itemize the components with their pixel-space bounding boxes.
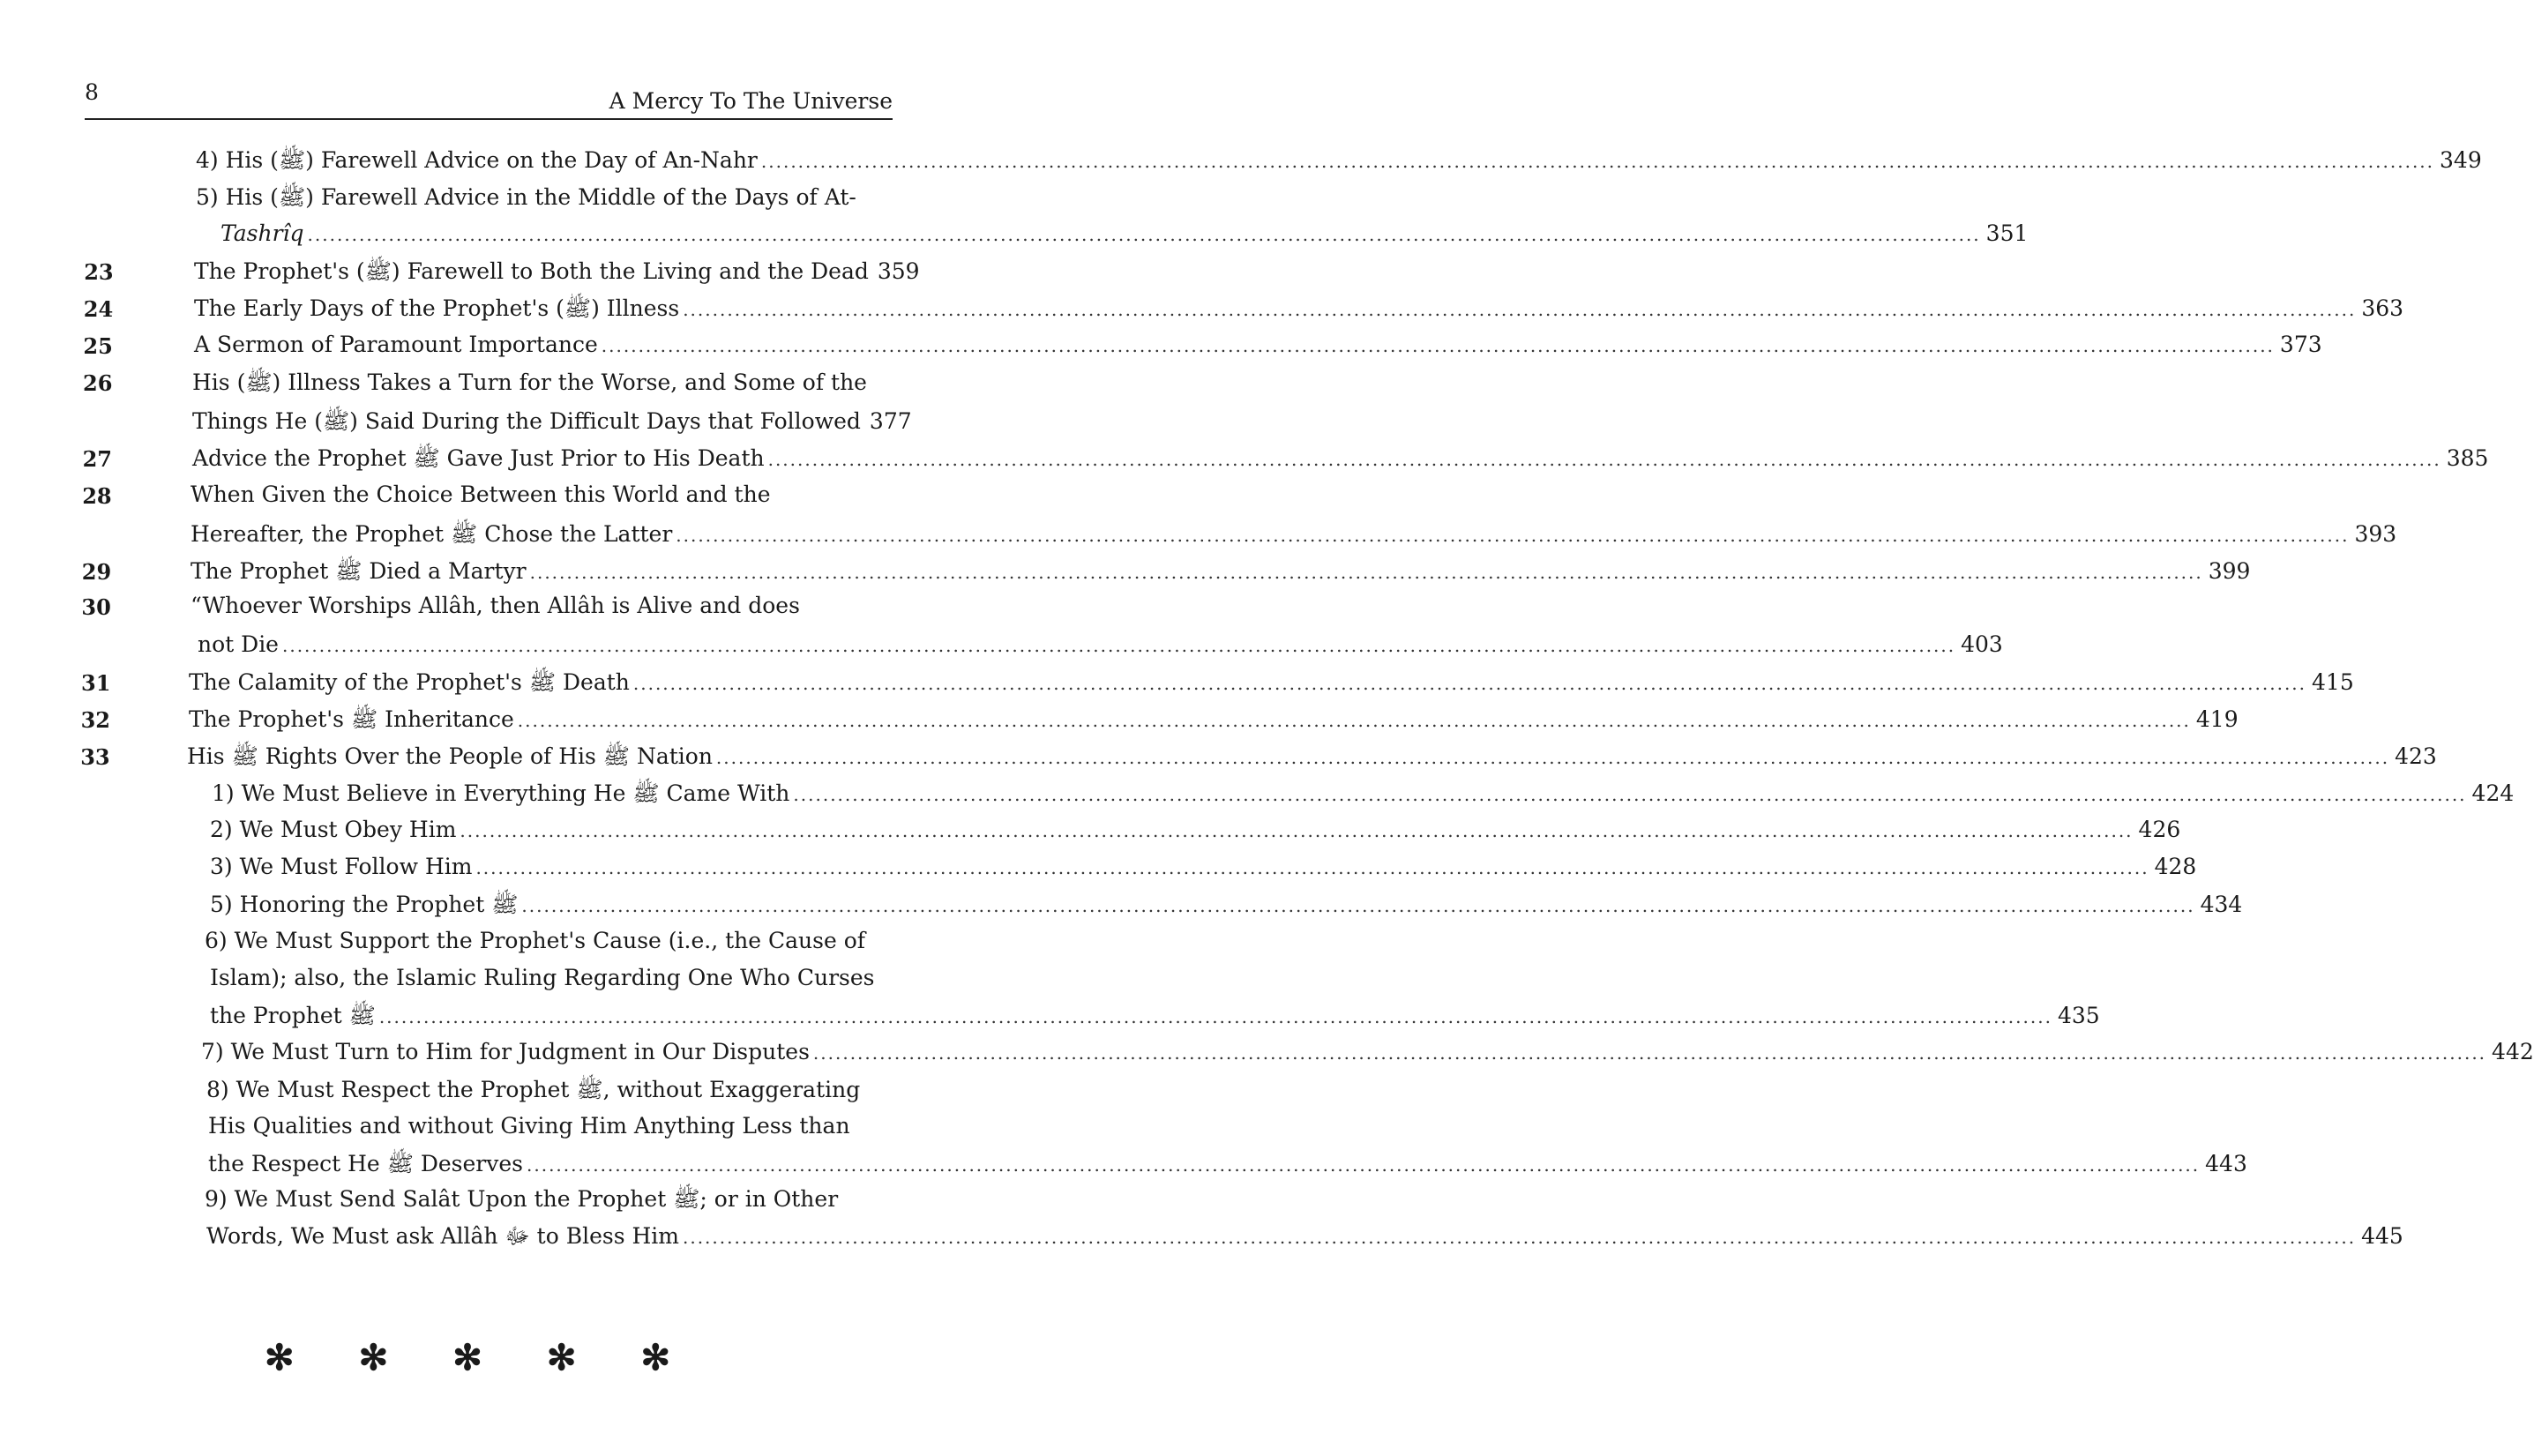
toc-entry-line[interactable] xyxy=(208,1150,2247,1183)
toc-page-number: 443 xyxy=(2205,1151,2247,1176)
chapter-number: 23 xyxy=(84,259,114,285)
toc-page-number: 445 xyxy=(2361,1223,2403,1249)
toc-entry-line[interactable] xyxy=(192,407,912,440)
toc-entry-title: 6) We Must Support the Prophet's Cause (i.e., the Cause of xyxy=(205,928,865,953)
chapter-number: 30 xyxy=(81,594,111,620)
toc-entry-line[interactable] xyxy=(194,258,920,290)
toc-page-number: 399 xyxy=(2208,558,2251,584)
toc-entry-title: A Sermon of Paramount Importance xyxy=(194,332,598,357)
toc-entry-line[interactable] xyxy=(210,817,2181,842)
toc-page-number: 415 xyxy=(2312,669,2354,695)
toc-page-number: 426 xyxy=(2138,817,2181,842)
toc-entry-title: His Qualities and without Giving Him Anything Less than xyxy=(208,1113,850,1139)
toc-page-number: 377 xyxy=(869,408,912,434)
chapter-number: 26 xyxy=(83,370,113,396)
toc-entry-title: 7) We Must Turn to Him for Judgment in Our Disputes xyxy=(201,1039,810,1064)
toc-entry-line[interactable] xyxy=(201,1039,2534,1064)
chapter-number: 31 xyxy=(81,670,111,696)
dot-leader xyxy=(527,1154,2200,1176)
dot-leader xyxy=(761,151,2434,172)
toc-entry-line-wrap xyxy=(206,1076,887,1109)
toc-entry-title: The Prophet ﷺ Died a Martyr xyxy=(191,558,527,584)
dot-leader xyxy=(602,335,2275,356)
toc-entry-line[interactable] xyxy=(187,743,2437,775)
toc-entry-title: not Die xyxy=(198,631,279,657)
chapter-number: 24 xyxy=(83,296,114,322)
dot-leader xyxy=(282,635,1955,656)
toc-entry-title: 4) His (ﷺ) Farewell Advice on the Day of An-Nahr xyxy=(196,147,758,173)
dot-leader xyxy=(676,525,2349,546)
dot-leader xyxy=(379,1006,2052,1027)
page-number: 8 xyxy=(85,79,99,105)
toc-entry-title: His ﷺ Rights Over the People of His ﷺ Nation xyxy=(187,743,713,769)
dot-leader xyxy=(813,1042,2486,1064)
toc-entry-title: Words, We Must ask Allâh ﷻ to Bless Him xyxy=(206,1223,679,1249)
toc-page-number: 419 xyxy=(2195,706,2239,732)
toc-entry-line-wrap xyxy=(191,482,887,507)
toc-page-number: 434 xyxy=(2200,892,2243,917)
toc-entry-line[interactable] xyxy=(198,631,2003,657)
toc-entry-line[interactable] xyxy=(189,668,2354,701)
toc-entry-line-wrap xyxy=(196,183,887,216)
asterisk-ornament: ✻ xyxy=(452,1337,482,1378)
dot-leader xyxy=(308,224,1981,245)
book-title: A Mercy To The Universe xyxy=(609,88,893,114)
toc-entry-title: The Prophet's (ﷺ) Farewell to Both the Living and the Dead xyxy=(194,258,869,284)
toc-entry-line-wrap xyxy=(205,928,887,953)
asterisk-ornament: ✻ xyxy=(265,1337,295,1378)
toc-entry-line[interactable] xyxy=(194,295,2404,327)
dot-leader xyxy=(793,784,2466,805)
toc-entry-title: 2) We Must Obey Him xyxy=(210,817,457,842)
toc-entry-line[interactable] xyxy=(192,444,2489,477)
asterisk-ornament: ✻ xyxy=(546,1337,577,1378)
toc-page-number: 424 xyxy=(2471,780,2515,806)
dot-leader xyxy=(633,673,2306,694)
toc-page-number: 351 xyxy=(1985,220,2029,246)
dot-leader xyxy=(518,710,2191,731)
asterisk-ornament: ✻ xyxy=(640,1337,670,1378)
toc-entry-title: the Respect He ﷺ Deserves xyxy=(208,1151,523,1176)
toc-entry-title: 5) His (ﷺ) Farewell Advice in the Middle of the Days of At- xyxy=(196,184,856,210)
toc-page-number: 359 xyxy=(877,258,920,284)
chapter-number: 32 xyxy=(80,707,110,733)
toc-entry-line[interactable] xyxy=(191,557,2251,590)
toc-entry-title: When Given the Choice Between this World and the xyxy=(191,482,771,507)
toc-entry-title: The Calamity of the Prophet's ﷺ Death xyxy=(189,669,630,695)
toc-entry-title: 1) We Must Believe in Everything He ﷺ Came With xyxy=(212,780,790,806)
toc-page-number: 423 xyxy=(2395,743,2437,769)
toc-entry-title: Advice the Prophet ﷺ Gave Just Prior to His Death xyxy=(192,445,765,471)
ornament-divider xyxy=(265,1337,670,1378)
chapter-number: 27 xyxy=(82,446,112,472)
toc-entry-title: “Whoever Worships Allâh, then Allâh is Alive and does xyxy=(191,593,800,618)
dot-leader xyxy=(716,747,2389,768)
toc-entry-line[interactable] xyxy=(191,520,2397,553)
toc-entry-title: The Prophet's ﷺ Inheritance xyxy=(189,706,514,732)
asterisk-ornament: ✻ xyxy=(358,1337,389,1378)
toc-entry-title: Tashrîq xyxy=(221,220,304,246)
dot-leader xyxy=(530,562,2203,583)
toc-entry-line[interactable] xyxy=(194,332,2322,357)
toc-entry-line[interactable] xyxy=(196,146,2482,179)
toc-page-number: 373 xyxy=(2279,332,2322,357)
toc-entry-line-wrap xyxy=(192,369,887,401)
toc-entry-title: Hereafter, the Prophet ﷺ Chose the Latter xyxy=(191,521,673,547)
toc-entry-line[interactable] xyxy=(212,780,2515,812)
toc-entry-title: 9) We Must Send Salât Upon the Prophet ﷺ; or in Other xyxy=(205,1186,839,1212)
chapter-number: 33 xyxy=(80,744,110,770)
toc-page-number: 385 xyxy=(2446,445,2489,471)
toc-page-number: 435 xyxy=(2057,1003,2100,1028)
dot-leader xyxy=(768,449,2441,470)
toc-entry-line-wrap xyxy=(208,1113,887,1139)
toc-entry-line[interactable] xyxy=(221,220,2029,246)
chapter-number: 25 xyxy=(83,333,113,359)
toc-entry-title: 8) We Must Respect the Prophet ﷺ, without Exaggerating xyxy=(206,1077,861,1102)
toc-entry-line[interactable] xyxy=(206,1222,2403,1255)
toc-page-number: 442 xyxy=(2492,1039,2534,1064)
toc-entry-title: Islam); also, the Islamic Ruling Regarding One Who Curses xyxy=(210,965,875,990)
toc-entry-title: Things He (ﷺ) Said During the Difficult Days that Followed xyxy=(192,408,861,434)
toc-entry-line[interactable] xyxy=(210,1002,2100,1034)
dot-leader xyxy=(475,857,2149,878)
dot-leader xyxy=(683,299,2356,320)
toc-entry-line-wrap xyxy=(191,593,887,618)
toc-page-number: 428 xyxy=(2154,854,2197,879)
toc-entry-line[interactable] xyxy=(189,706,2239,738)
toc-entry-title: The Early Days of the Prophet's (ﷺ) Illness xyxy=(194,295,680,321)
toc-entry-title: 3) We Must Follow Him xyxy=(210,854,473,879)
dot-leader xyxy=(460,820,2133,841)
page-header xyxy=(85,78,893,120)
dot-leader xyxy=(521,895,2194,916)
toc-page-number: 363 xyxy=(2361,295,2404,321)
chapter-number: 28 xyxy=(82,483,112,509)
toc-page-number: 403 xyxy=(1961,631,2003,657)
toc-entry-line-wrap xyxy=(210,965,887,990)
toc-page-number: 349 xyxy=(2440,147,2482,173)
toc-entry-line[interactable] xyxy=(210,891,2243,923)
toc-entry-line[interactable] xyxy=(210,854,2197,879)
toc-entry-title: 5) Honoring the Prophet ﷺ xyxy=(210,892,519,917)
dot-leader xyxy=(683,1227,2356,1248)
toc-entry-line-wrap xyxy=(205,1185,887,1218)
chapter-number: 29 xyxy=(81,559,112,585)
toc-entry-title: the Prophet ﷺ xyxy=(210,1003,376,1028)
toc-entry-title: His (ﷺ) Illness Takes a Turn for the Worse, and Some of the xyxy=(192,370,867,395)
toc-page-number: 393 xyxy=(2354,521,2397,547)
